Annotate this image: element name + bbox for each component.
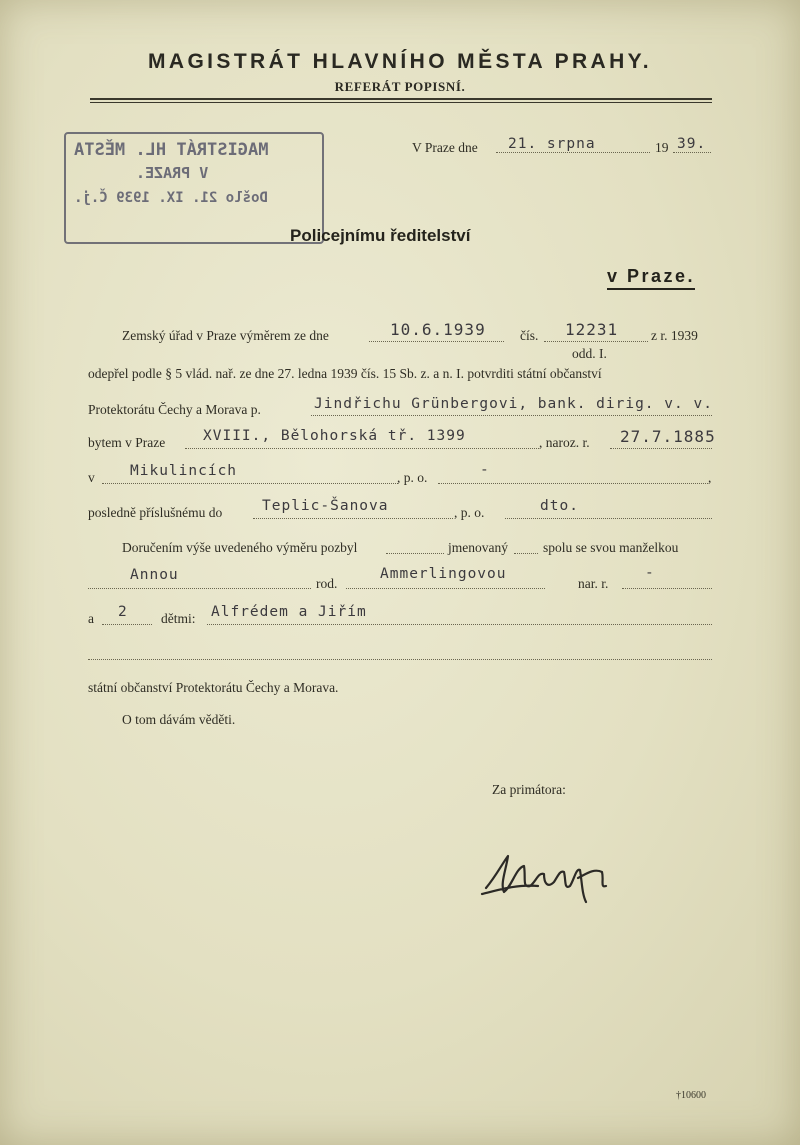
department: odd. I. [572,346,607,361]
stamp-line-1: MAGISTRÁT HL. MĚSTA [74,140,269,160]
line7-text-c: spolu se svou manželkou [543,540,679,555]
line9-text-b: dětmi: [161,611,196,626]
date-year-prefix: 19 [655,140,669,155]
addressee-name: Policejnímu ředitelství [290,226,471,245]
line6-text-b: , p. o. [454,505,485,520]
line12-text: O tom dávám věděti. [122,712,236,727]
line4-text-a: bytem v Praze [88,435,166,450]
line8-wife-fill [88,574,311,589]
person-address: XVIII., Bělohorská tř. 1399 [203,428,466,444]
line7-text-a: Doručením výše uvedeného výměru pozbyl [122,540,358,555]
person-name: Jindřichu Grünbergovi, bank. dirig. v. v. [314,396,713,412]
line1-number: 12231 [565,320,619,339]
office-title: MAGISTRÁT HLAVNÍHO MĚSTA PRAHY. [147,50,652,73]
line1-date: 10.6.1939 [390,320,486,339]
line8-rod: rod. [316,576,338,591]
stamp-line-3: Došlo 21. IX. 1939 Č.j. [74,190,268,206]
signature-label: Za primátora: [492,782,566,797]
line3-text-a: Protektorátu Čechy a Morava p. [88,402,261,417]
line8-nar: nar. r. [578,576,609,591]
stamp-line-2: V PRAZE. [136,164,209,182]
date-day-month: 21. srpna [508,136,596,152]
wife-name: Annou [130,567,179,583]
wife-maiden-name: Ammerlingovou [380,566,507,582]
line2-text: odepřel podle § 5 vlád. nař. ze dne 27. ledna 1939 čís. 15 Sb. z. a n. I. potvrditi státní občanství [88,366,602,381]
line7-fill-1 [386,539,444,554]
line5-text-c: , [708,470,712,485]
line9-text-a: a [88,611,94,626]
line10-empty-fill [88,645,712,660]
addressee-city: v Praze. [607,266,695,290]
office-subtitle: REFERÁT POPISNÍ. [334,79,466,94]
line5-po-value: - [480,462,490,478]
children-names: Alfrédem a Jiřím [211,604,367,620]
line6-po-fill [505,504,712,519]
header-rule-top [90,98,712,100]
line6-text-a: posledně příslušnému do [88,505,223,520]
line5-text-a: v [88,470,95,485]
signature-scribble [478,838,618,908]
line8-born-fill [622,574,712,589]
header-rule-bottom [90,102,712,103]
line7-text-b: jmenovaný [448,540,508,555]
birth-place: Mikulincích [130,463,238,479]
document-footnote: †10600 [676,1090,706,1101]
home-town: Teplic-Šanova [262,498,389,514]
line4-text-b: , naroz. r. [539,435,590,450]
line6-po-value: dto. [540,498,579,514]
date-year-suffix: 39. [677,136,707,152]
received-stamp [64,132,324,244]
line1-text-c: z r. 1939 [651,328,698,343]
children-count: 2 [118,604,128,620]
line5-text-b: , p. o. [397,470,428,485]
line11-text: státní občanství Protektorátu Čechy a Morava. [88,680,339,695]
line1-text-b: čís. [520,328,539,343]
line7-fill-2 [514,539,538,554]
line1-text-a: Zemský úřad v Praze výměrem ze dne [122,328,329,343]
wife-birth-year: - [645,565,655,581]
person-birth-date: 27.7.1885 [620,427,716,446]
date-prefix: V Praze dne [412,140,478,155]
line5-po-fill [438,469,708,484]
